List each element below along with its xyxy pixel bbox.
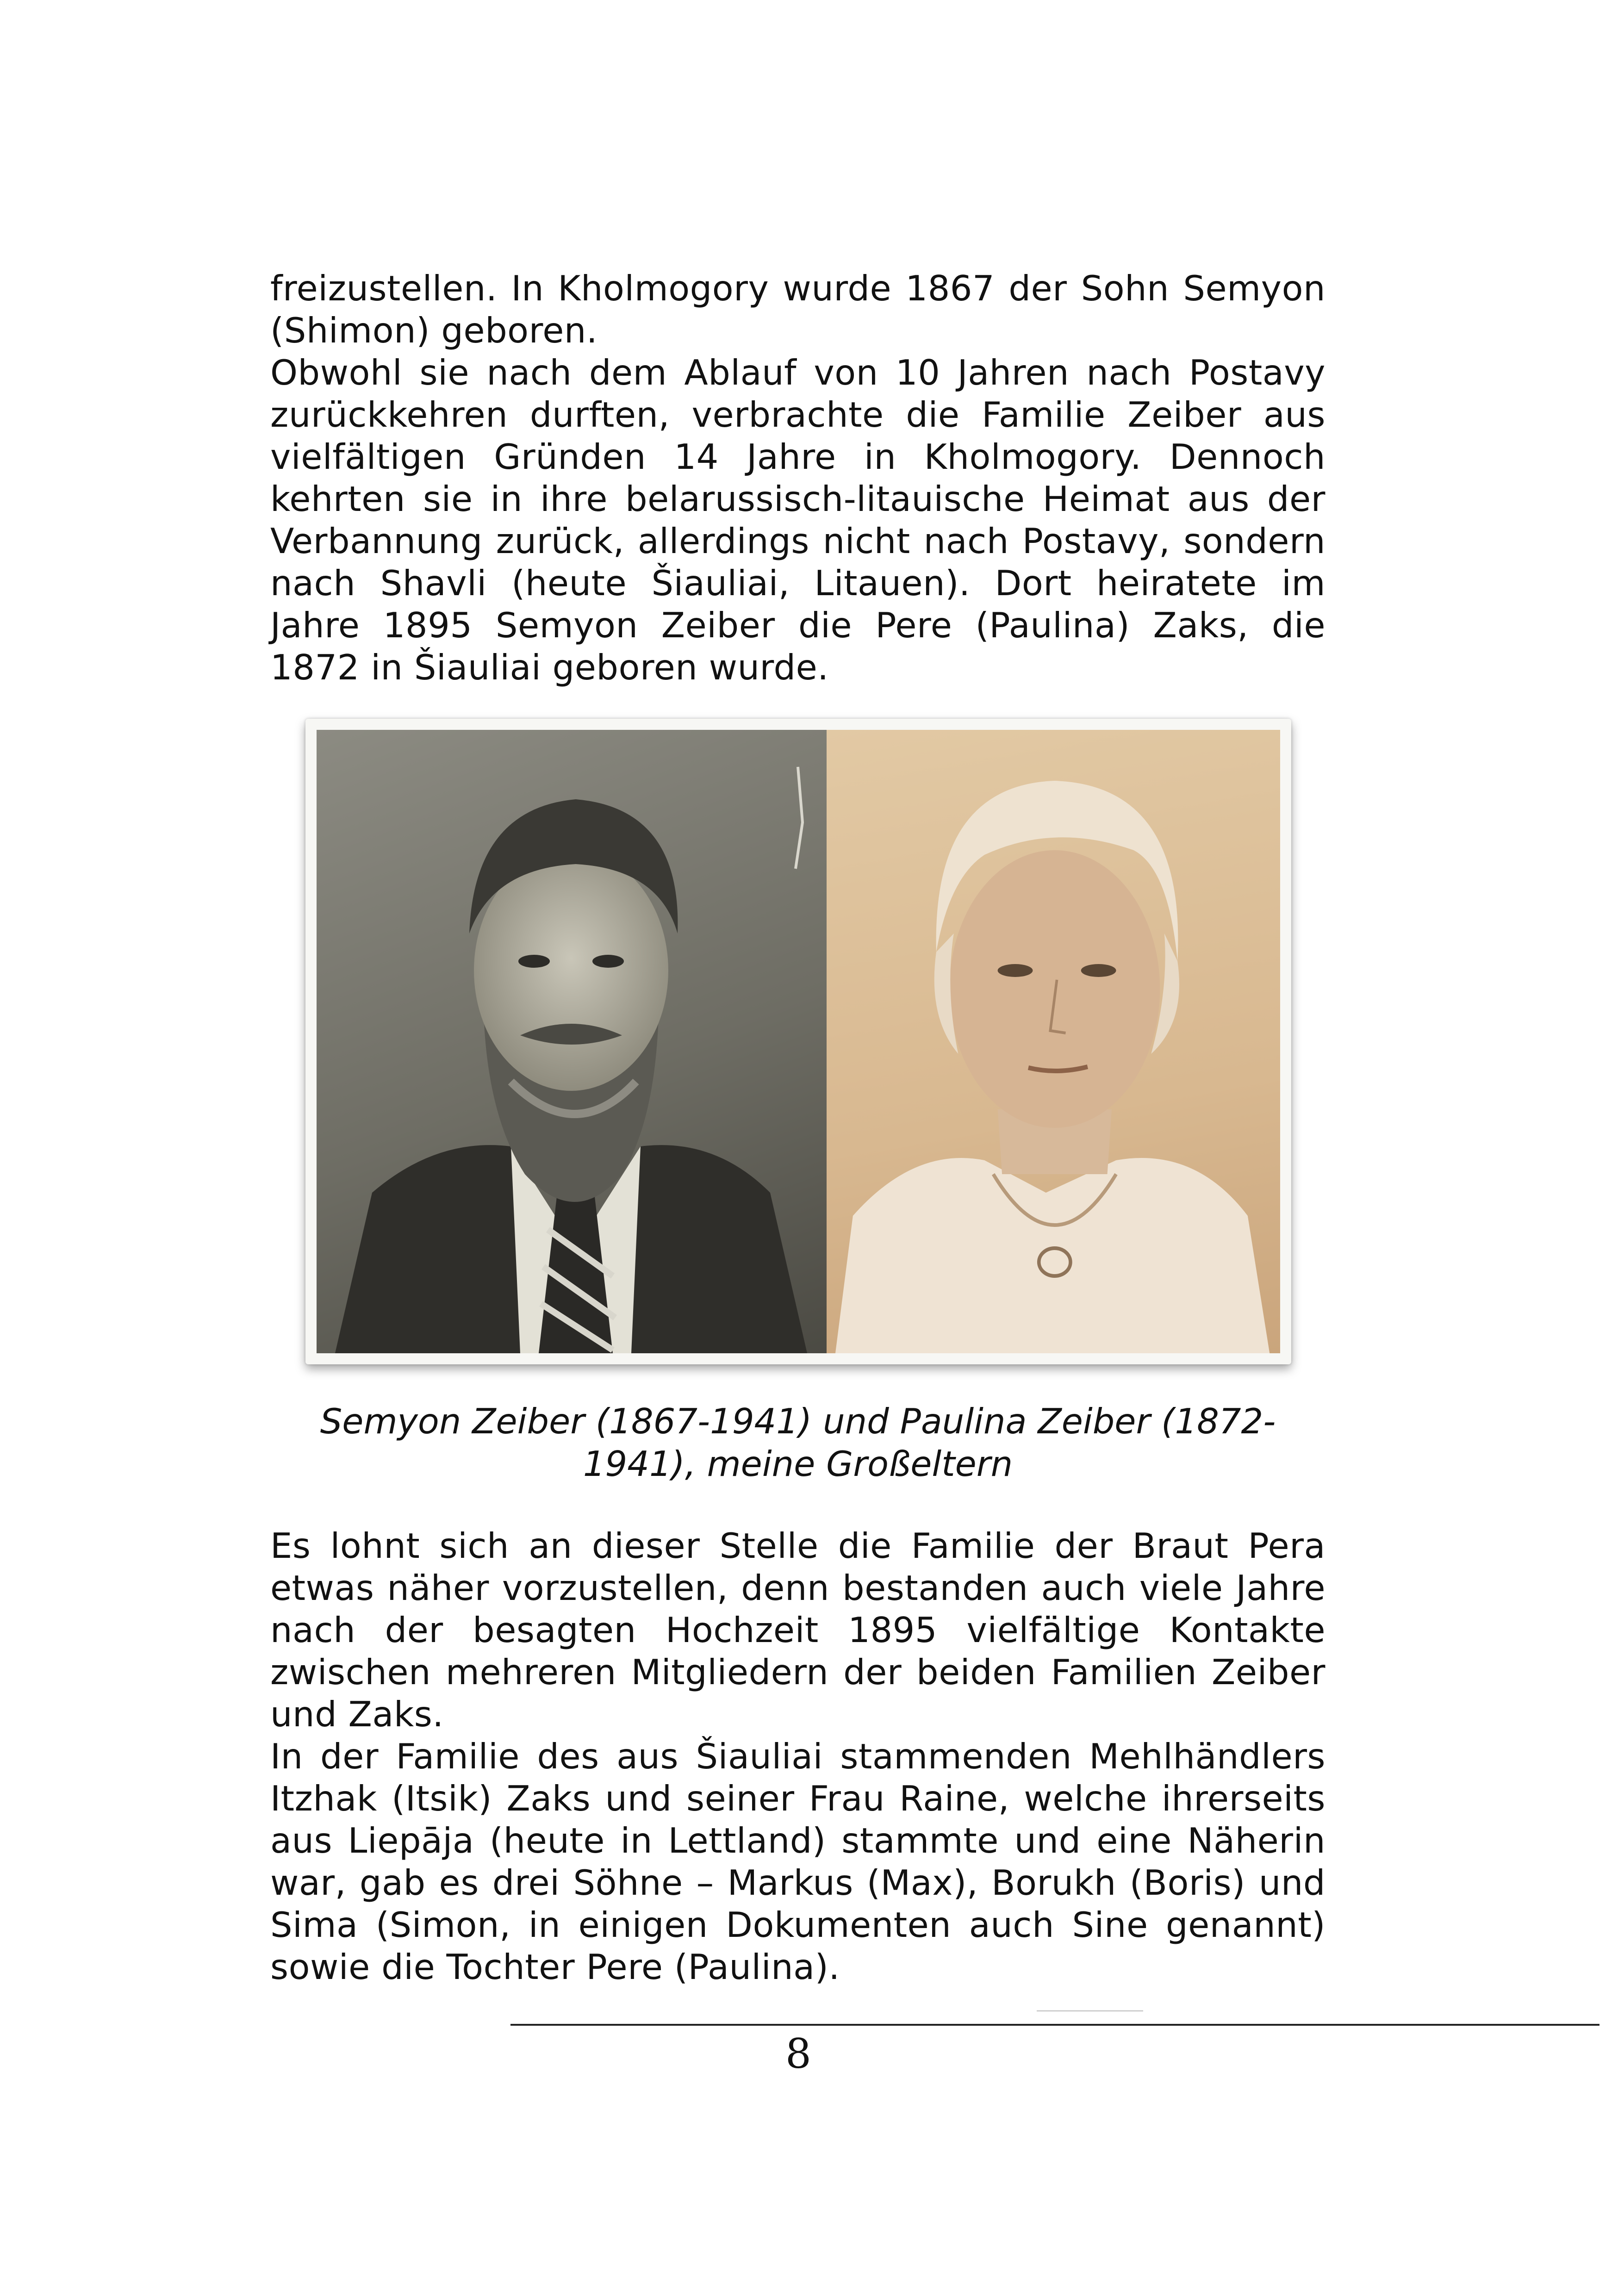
paragraph: freizustellen. In Kholmogory wurde 1867 der Sohn Semyon (Shimon) geboren. (270, 268, 1326, 351)
page-number: 8 (785, 2030, 811, 2078)
portrait-semyon-zeiber (317, 730, 827, 1353)
caption-line: 1941), meine Großeltern (583, 1444, 1013, 1484)
caption-line: Semyon Zeiber (1867-1941) und Paulina Zeiber (1872- (320, 1401, 1276, 1442)
paragraph: Obwohl sie nach dem Ablauf von 10 Jahren nach Postavy zurückkehren durften, verbrachte die Familie Zeiber aus vielfältigen Gründen 14 Jahre in Kholmogory. Dennoch kehrten sie in ihre belarussisch-litauische Heimat aus der Verbannung zurück, allerdings nicht nach Postavy, sondern nach Shavli (heute Šiauliai, Litauen). Dort heiratete im Jahre 1895 Semyon Zeiber die Pere (Paulina) Zaks, die 1872 in Šiauliai geboren wurde. (270, 352, 1326, 688)
footer-divider-accent (1037, 2010, 1143, 2011)
body-text-bottom (270, 1525, 1326, 1988)
footer-divider (510, 2024, 1599, 2026)
portrait-photo (305, 719, 1291, 1364)
photo-inner (317, 730, 1280, 1353)
paragraph: Es lohnt sich an dieser Stelle die Familie der Braut Pera etwas näher vorzustellen, denn bestanden auch viele Jahre nach der besagten Hochzeit 1895 vielfältige Kontakte zwischen mehreren Mitgliedern der beiden Familien Zeiber und Zaks. (270, 1525, 1326, 1735)
woman-portrait-illustration (827, 730, 1280, 1353)
paragraph: In der Familie des aus Šiauliai stammenden Mehlhändlers Itzhak (Itsik) Zaks und seiner Frau Raine, welche ihrerseits aus Liepāja (heute in Lettland) stammte und eine Näherin war, gab es drei Söhne – Markus (Max), Borukh (Boris) und Sima (Simon, in einigen Dokumenten auch Sine genannt) sowie die Tochter Pere (Paulina). (270, 1736, 1326, 1987)
portrait-paulina-zeiber (827, 730, 1280, 1353)
figure-caption (270, 1400, 1326, 1485)
body-text-top (270, 268, 1326, 689)
man-portrait-illustration (317, 730, 827, 1353)
